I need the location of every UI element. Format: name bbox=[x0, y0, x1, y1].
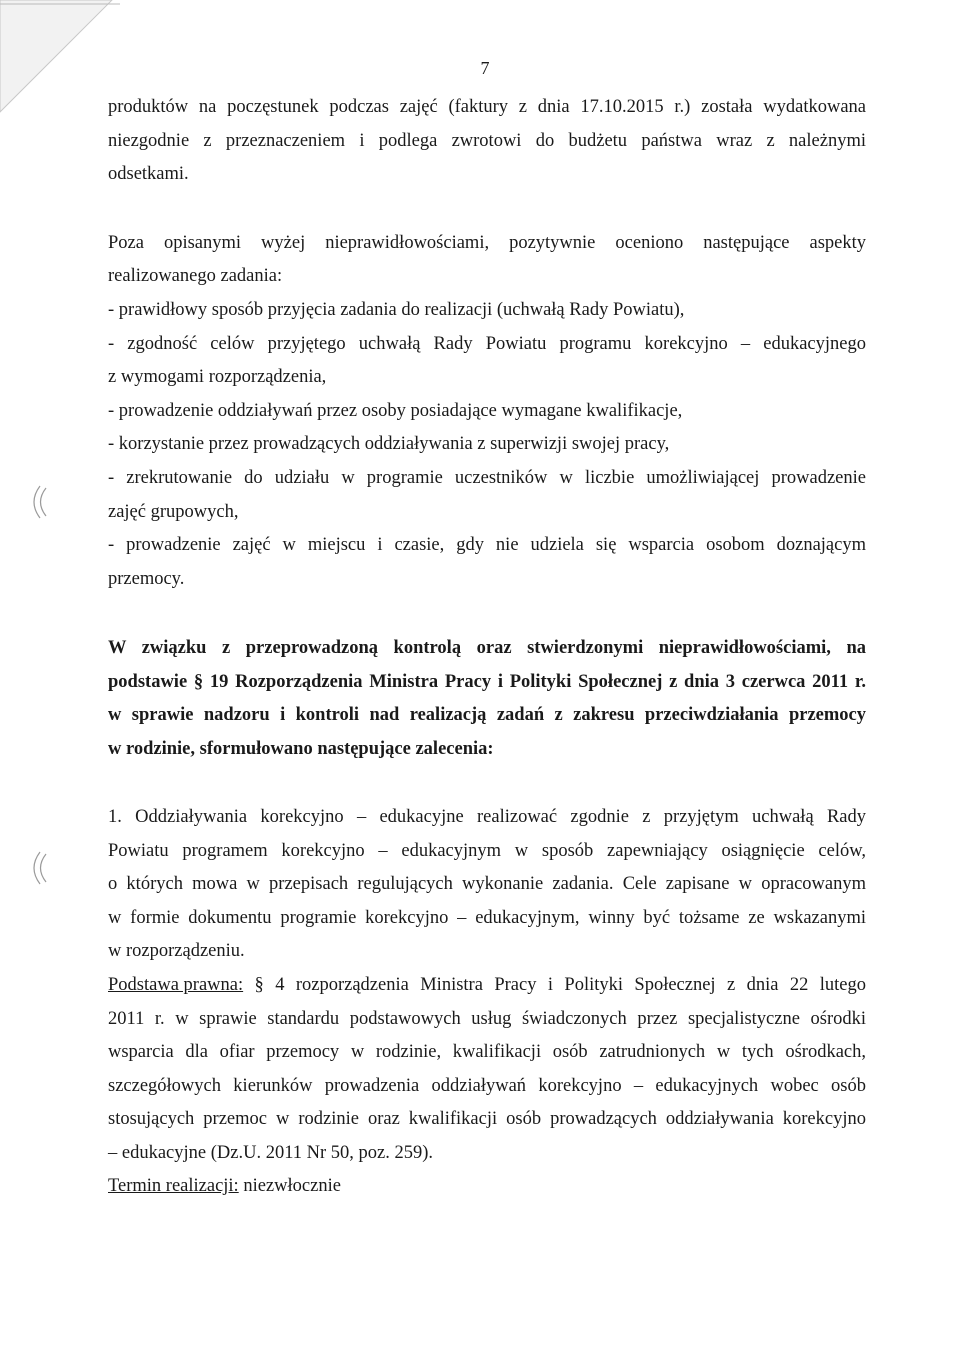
conclusion-line: w rodzinie, sformułowano następujące zalecenia: bbox=[108, 739, 494, 759]
conclusion-line: w sprawie nadzoru i kontroli nad realizacją zadań z zakresu przeciwdziałania przemocy bbox=[108, 705, 866, 725]
recommendation-line: w rozporządzeniu. bbox=[108, 941, 245, 961]
binder-hole-mark bbox=[24, 848, 50, 888]
conclusion-line: podstawie § 19 Rozporządzenia Ministra Pracy i Polityki Społecznej z dnia 3 czerwca 2011 r. bbox=[108, 672, 866, 692]
aspects-line: realizowanego zadania: bbox=[108, 266, 283, 286]
legal-basis-line: 2011 r. w sprawie standardu podstawowych usług świadczonych przez specjalistyczne ośrodki bbox=[108, 1009, 866, 1029]
recommendation-line: o których mowa w przepisach regulujących wykonanie zadania. Cele zapisane w opracowanym bbox=[108, 874, 866, 894]
conclusion-line: W związku z przeprowadzoną kontrolą oraz stwierdzonymi nieprawidłowościami, na bbox=[108, 638, 866, 658]
recommendation-line: Powiatu programem korekcyjno – edukacyjnym w sposób zapewniający osiągnięcie celów, bbox=[108, 841, 866, 861]
intro-line: produktów na poczęstunek podczas zajęć (faktury z dnia 17.10.2015 r.) została wydatkowana bbox=[108, 97, 866, 117]
aspects-line: - prowadzenie zajęć w miejscu i czasie, gdy nie udziela się wsparcia osobom doznającym bbox=[108, 535, 866, 555]
intro-line: niezgodnie z przeznaczeniem i podlega zwrotowi do budżetu państwa wraz z należnymi bbox=[108, 131, 866, 151]
aspects-line: - prowadzenie oddziaływań przez osoby posiadające wymagane kwalifikacje, bbox=[108, 401, 683, 421]
page-number: 7 bbox=[480, 58, 490, 78]
legal-basis-first-line bbox=[108, 969, 866, 1002]
recommendation-line: 1. Oddziaływania korekcyjno – edukacyjne realizować zgodnie z przyjętym uchwałą Rady bbox=[108, 807, 866, 827]
legal-basis-line: wsparcia dla ofiar przemocy w rodzinie, kwalifikacji osób zatrudnionych w tych ośrodkach, bbox=[108, 1042, 866, 1062]
aspects-line: - zrekrutowanie do udziału w programie uczestników w liczbie umożliwiającej prowadzenie bbox=[108, 468, 866, 488]
aspects-line: - korzystanie przez prowadzących oddziaływania z superwizji swojej pracy, bbox=[108, 434, 670, 454]
legal-basis-line: szczegółowych kierunków prowadzenia oddziaływań korekcyjno – edukacyjnych wobec osób bbox=[108, 1076, 866, 1096]
deadline-label: Termin realizacji: bbox=[108, 1176, 239, 1196]
aspects-line: przemocy. bbox=[108, 569, 185, 589]
aspects-line: - prawidłowy sposób przyjęcia zadania do realizacji (uchwałą Rady Powiatu), bbox=[108, 300, 685, 320]
legal-basis-line: stosujących przemoc w rodzinie oraz kwalifikacji osób prowadzących oddziaływania korekcyjno bbox=[108, 1109, 866, 1129]
legal-basis-label: Podstawa prawna: bbox=[108, 975, 244, 995]
folded-corner-mark bbox=[0, 0, 120, 120]
aspects-line: - zgodność celów przyjętego uchwałą Rady Powiatu programu korekcyjno – edukacyjnego bbox=[108, 334, 866, 354]
legal-basis-line: – edukacyjne (Dz.U. 2011 Nr 50, poz. 259). bbox=[108, 1143, 434, 1163]
binder-hole-mark bbox=[24, 482, 50, 522]
deadline-value: niezwłocznie bbox=[238, 1176, 341, 1196]
aspects-line: z wymogami rozporządzenia, bbox=[108, 367, 327, 387]
deadline-line bbox=[108, 1170, 866, 1203]
legal-basis-text: § 4 rozporządzenia Ministra Pracy i Polityki Społecznej z dnia 22 lutego bbox=[243, 975, 866, 995]
aspects-line: zajęć grupowych, bbox=[108, 502, 239, 522]
recommendation-line: w formie dokumentu programie korekcyjno – edukacyjnym, winny być tożsame ze wskazanymi bbox=[108, 908, 866, 928]
aspects-line: Poza opisanymi wyżej nieprawidłowościami, pozytywnie oceniono następujące aspekty bbox=[108, 233, 866, 253]
intro-line: odsetkami. bbox=[108, 164, 189, 184]
